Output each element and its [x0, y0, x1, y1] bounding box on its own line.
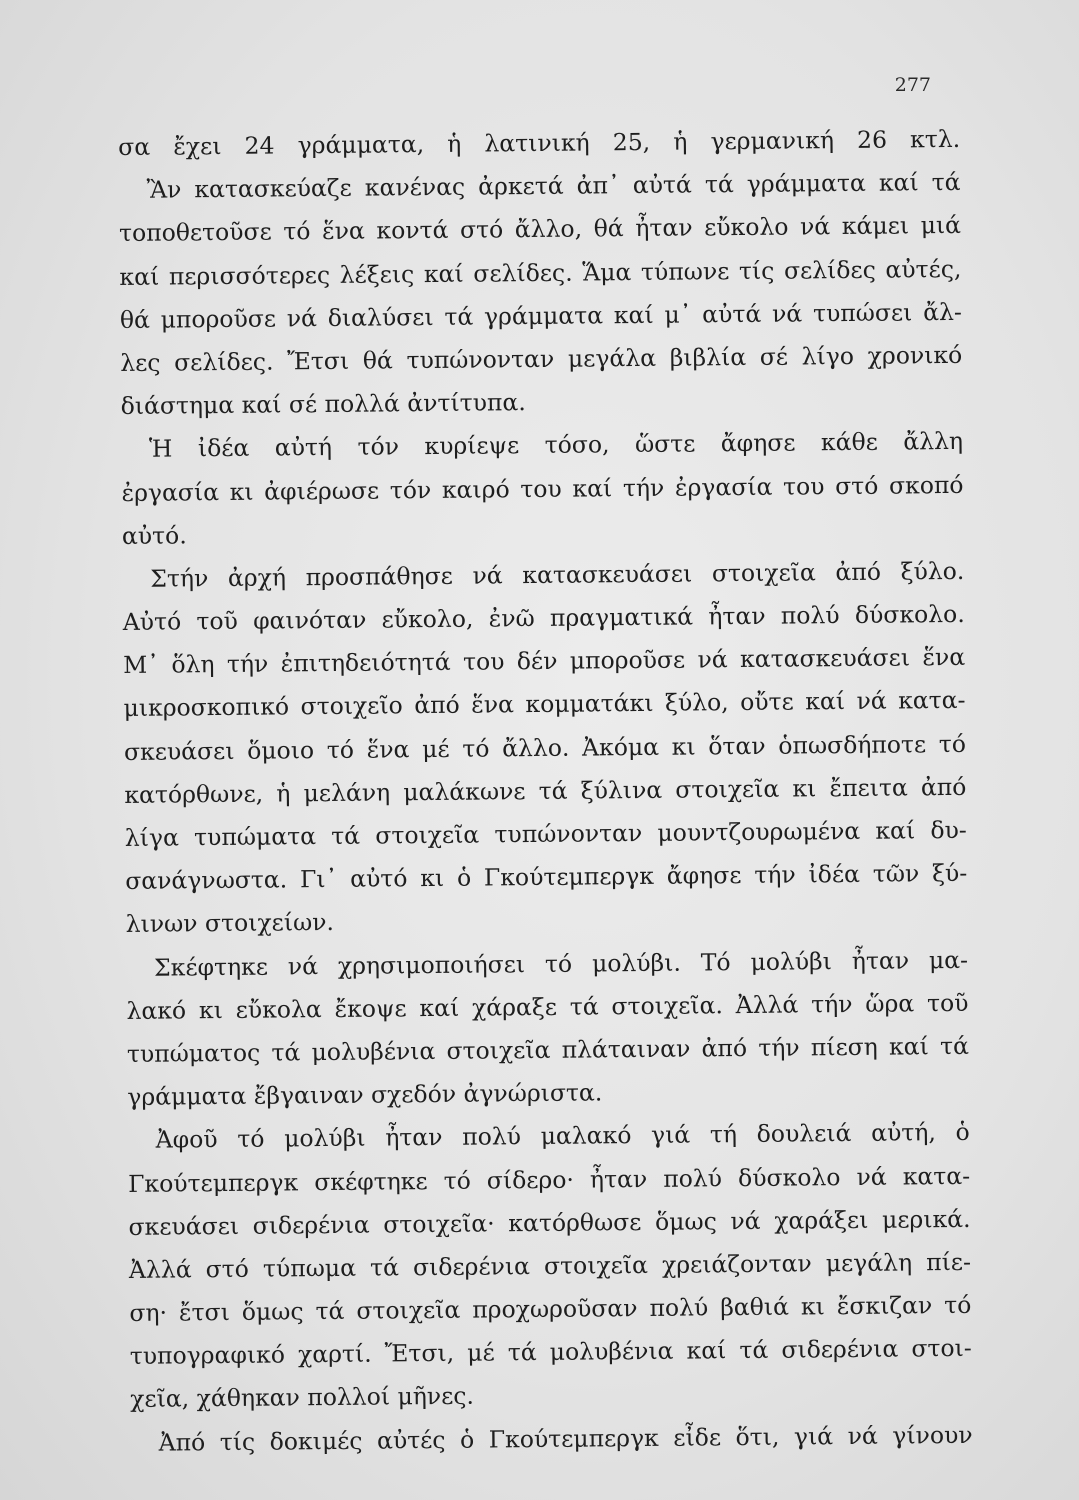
text-line: τοποθετοῦσε τό ἕνα κοντά στό ἄλλο, θά ἦταν εὔκολο νά κάμει μιά: [118, 211, 962, 248]
text-line: σα ἔχει 24 γράμματα, ἡ λατινική 25, ἡ γερμανική 26 κτλ.: [118, 124, 961, 161]
text-line: χεῖα, χάθηκαν πολλοί μῆνες.: [130, 1382, 475, 1414]
text-line: Ἡ ἰδέα αὐτή τόν κυρίεψε τόσο, ὥστε ἄφησε κάθε ἄλλη: [148, 427, 964, 464]
text-line: Γκούτεμπεργκ σκέφτηκε τό σίδερο· ἦταν πολύ δύσκολο νά κατα-: [128, 1161, 971, 1198]
text-line: Ἀλλά στό τύπωμα τά σιδερένια στοιχεῖα χρειάζονταν μεγάλη πίε-: [128, 1247, 972, 1284]
body-text: [118, 118, 973, 1465]
text-line: κατόρθωνε, ἡ μελάνη μαλάκωνε τά ξύλινα στοιχεῖα κι ἔπειτα ἀπό: [124, 772, 967, 809]
text-line: αὐτό.: [121, 521, 187, 550]
text-line: λίγα τυπώματα τά στοιχεῖα τυπώνονταν μουντζουρωμένα καί δυ-: [124, 815, 967, 852]
text-line: Ἀφοῦ τό μολύβι ἦταν πολύ μαλακό γιά τή δουλειά αὐτή, ὁ: [155, 1118, 970, 1154]
text-line: Σκέφτηκε νά χρησιμοποιήσει τό μολύβι. Τό μολύβι ἦταν μα-: [153, 945, 969, 982]
text-line: διάστημα καί σέ πολλά ἀντίτυπα.: [120, 388, 526, 421]
text-line: ση· ἔτσι ὅμως τά στοιχεῖα προχωροῦσαν πολύ βαθιά κι ἔσκιζαν τό: [129, 1290, 972, 1328]
text-line: Στήν ἀρχή προσπάθησε νά κατασκευάσει στοιχεῖα ἀπό ξύλο.: [150, 556, 965, 593]
text-line: Ἀπό τίς δοκιμές αὐτές ὁ Γκούτεμπεργκ εἶδε ὅτι, γιά νά γίνουν: [158, 1420, 973, 1457]
text-line: τυπογραφικό χαρτί. Ἔτσι, μέ τά μολυβένια καί τά σιδερένια στοι-: [129, 1334, 972, 1371]
text-line: καί περισσότερες λέξεις καί σελίδες. Ἅμα τύπωνε τίς σελίδες αὐτές,: [119, 254, 962, 291]
text-line: σκευάσει σιδερένια στοιχεῖα· κατόρθωσε ὅμως νά χαράξει μερικά.: [128, 1204, 971, 1241]
page-number: 277: [894, 74, 931, 96]
text-line: λακό κι εὔκολα ἔκοψε καί χάραξε τά στοιχεῖα. Ἀλλά τήν ὥρα τοῦ: [126, 988, 969, 1025]
text-line: Ἂν κατασκεύαζε κανένας ἀρκετά ἀπ᾿ αὐτά τά γράμματα καί τά: [146, 168, 961, 204]
text-line: μικροσκοπικό στοιχεῖο ἀπό ἕνα κομματάκι ξύλο, οὔτε καί νά κατα-: [123, 686, 966, 723]
text-line: Αὐτό τοῦ φαινόταν εὔκολο, ἐνῶ πραγματικά ἦταν πολύ δύσκολο.: [122, 599, 965, 637]
text-line: τυπώματος τά μολυβένια στοιχεῖα πλάταιναν ἀπό τήν πίεση καί τά: [126, 1031, 970, 1068]
text-line: σανάγνωστα. Γι᾿ αὐτό κι ὁ Γκούτεμπεργκ ἄφησε τήν ἰδέα τῶν ξύ-: [125, 859, 968, 896]
text-line: Μ᾿ ὅλη τήν ἐπιτηδειότητά του δέν μποροῦσε νά κατασκευάσει ἕνα: [123, 643, 966, 680]
text-line: ἐργασία κι ἀφιέρωσε τόν καιρό του καί τήν ἐργασία του στό σκοπό: [121, 470, 964, 507]
text-line: γράμματα ἔβγαιναν σχεδόν ἀγνώριστα.: [127, 1078, 603, 1112]
text-line: θά μποροῦσε νά διαλύσει τά γράμματα καί μ᾿ αὐτά νά τυπώσει ἄλ-: [119, 297, 962, 334]
text-line: λινων στοιχείων.: [125, 908, 335, 939]
text-line: σκευάσει ὅμοιο τό ἕνα μέ τό ἄλλο. Ἀκόμα κι ὅταν ὁπωσδήποτε τό: [123, 729, 967, 766]
text-line: λες σελίδες. Ἔτσι θά τυπώνονταν μεγάλα βιβλία σέ λίγο χρονικό: [120, 340, 963, 377]
